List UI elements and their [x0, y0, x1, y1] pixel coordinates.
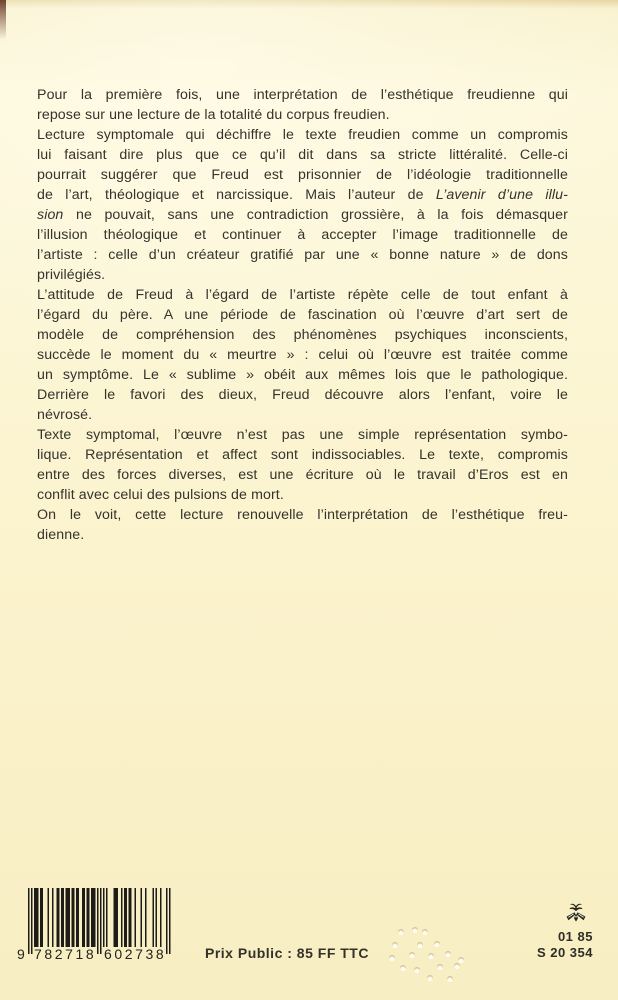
emboss-dot: [437, 964, 443, 970]
blurb-line: modèle de compréhension des phénomènes psychiques inconscients,: [37, 327, 568, 343]
emboss-dot: [417, 942, 423, 948]
emboss-dot: [389, 955, 395, 961]
ean-13-barcode: [17, 888, 175, 966]
publisher-logo-icon: [565, 902, 587, 928]
price-label: Prix Public : 85 FF TTC: [205, 945, 369, 961]
emboss-dot: [427, 975, 433, 981]
emboss-dot: [445, 951, 451, 957]
blurb-line: L’attitude de Freud à l’égard de l’artiste répète celle de tout enfant à: [37, 287, 568, 303]
emboss-dot: [422, 929, 428, 935]
barcode-digits-right: 602738: [104, 946, 167, 962]
emboss-dot: [454, 963, 460, 969]
blurb-line: l’artiste : celle d’un créateur gratifié par une « bonne nature » de dons: [37, 247, 568, 263]
barcode-digits-left: 782718: [34, 946, 97, 962]
blurb-line: dienne.: [37, 527, 85, 543]
blurb-line: sion ne pouvait, sans une contradiction grossière, à la fois démasquer: [37, 207, 568, 223]
page-edge-shadow: [0, 0, 6, 40]
emboss-dot: [412, 927, 418, 933]
emboss-dot: [392, 942, 398, 948]
blurb-line: repose sur une lecture de la totalité du corpus freudien.: [37, 107, 390, 123]
emboss-dot: [428, 953, 434, 959]
emboss-dot: [458, 957, 464, 963]
blurb-line: On le voit, cette lecture renouvelle l’interprétation de l’esthétique freu-: [37, 507, 568, 523]
emboss-dot: [447, 976, 453, 982]
blurb-line: l’égard du père. A une période de fascination où l’œuvre d’art sert de: [37, 307, 568, 323]
blurb-line: névrosé.: [37, 407, 93, 423]
print-code-line2: S 20 354: [536, 945, 593, 960]
emboss-dot: [434, 941, 440, 947]
print-codes: [537, 929, 593, 961]
blurb-line: Texte symptomal, l’œuvre n’est pas une simple représentation symbo-: [37, 427, 568, 443]
barcode-digit-prefix: 9: [17, 946, 25, 962]
blurb-line: succède le moment du « meurtre » : celui où l’œuvre est traitée comme: [37, 347, 568, 363]
blurb-line: un symptôme. Le « sublime » obéit aux mêmes lois que le pathologique.: [37, 367, 568, 383]
emboss-dot: [400, 965, 406, 971]
blurb-line: lui faisant dire plus que ce qu’il dit dans sa stricte littéralité. Celle-ci: [37, 147, 568, 163]
emboss-dot: [398, 929, 404, 935]
blurb-line: Pour la première fois, une interprétation de l’esthétique freudienne qui: [37, 87, 568, 103]
blurb-line: entre des forces diverses, est une écriture où le travail d’Eros est en: [37, 467, 568, 483]
barcode-bars: [28, 888, 171, 954]
emboss-dot: [414, 967, 420, 973]
blurb-line: Derrière le favori des dieux, Freud découvre alors l’enfant, voire le: [37, 387, 568, 403]
blurb-line: pourrait suggérer que Freud est prisonnier de l’idéologie traditionnelle: [37, 167, 568, 183]
blurb-line: l’illusion théologique et continuer à accepter l’image traditionnelle de: [37, 227, 568, 243]
blurb-line: privilégiés.: [37, 267, 106, 283]
blurb-line: de l’art, théologique et narcissique. Mais l’auteur de L’avenir d’une illu-: [37, 187, 568, 203]
blurb-line: Lecture symptomale qui déchiffre le texte freudien comme un compromis: [37, 127, 568, 143]
blurb-line: conflit avec celui des pulsions de mort.: [37, 487, 284, 503]
blurb-text: [37, 85, 568, 545]
emboss-dot: [409, 952, 415, 958]
blurb-line: lique. Représentation et affect sont indissociables. Le texte, compromis: [37, 447, 568, 463]
print-code-line1: 01 85: [557, 929, 593, 944]
